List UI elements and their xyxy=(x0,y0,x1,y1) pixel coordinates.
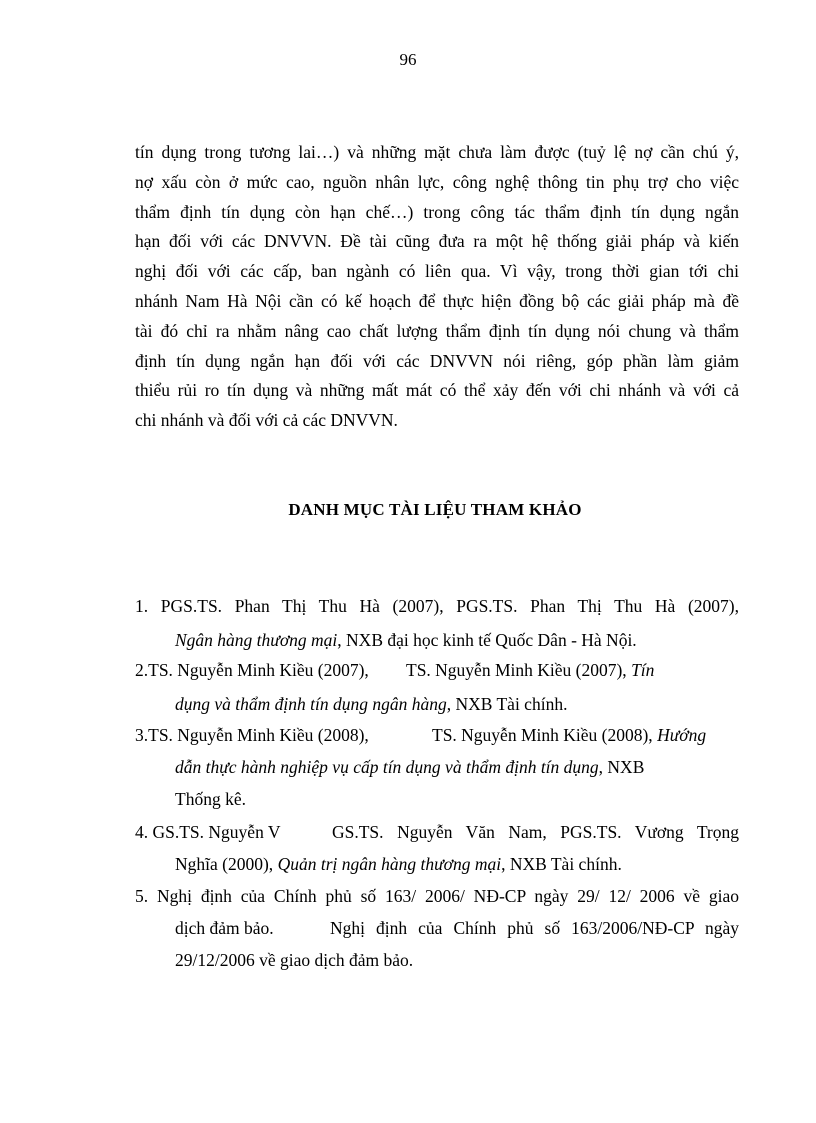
body-line: nợ xấu còn ở mức cao, nguồn nhân lực, công nghệ thông tin phụ trợ cho việc xyxy=(135,171,739,192)
reference-1-line xyxy=(175,624,637,656)
reference-5-line: 29/12/2006 về giao dịch đảm bảo. xyxy=(175,950,414,970)
body-line: tài đó chỉ ra nhằm nâng cao chất lượng thẩm định tín dụng nói chung và thẩm xyxy=(135,320,739,341)
reference-4-line: GS.TS. Nguyễn Văn Nam, PGS.TS. Vương Trọng xyxy=(332,822,739,842)
reference-4-author: Nghĩa (2000), xyxy=(175,854,278,874)
reference-1-line: 1. PGS.TS. Phan Thị Thu Hà (2007), PGS.TS. Phan Thị Thu Hà (2007), xyxy=(135,596,739,616)
body-line: tín dụng trong tương lai…) và những mặt chưa làm được (tuỷ lệ nợ cần chú ý, xyxy=(135,142,739,162)
reference-3-line xyxy=(175,751,644,783)
body-line: chi nhánh và đối với cả các DNVVN. xyxy=(135,410,398,431)
reference-1-title: Ngân hàng thương mại xyxy=(175,630,338,650)
reference-3-title: Hướng xyxy=(657,725,707,745)
reference-2-line xyxy=(175,688,567,720)
body-line: nghị đối với các cấp, ban ngành có liên qua. Vì vậy, trong thời gian tới chi xyxy=(135,261,739,282)
reference-3-line: 3.TS. Nguyễn Minh Kiều (2008), xyxy=(135,725,369,745)
reference-4-line xyxy=(175,848,622,880)
reference-3-author: TS. Nguyễn Minh Kiều (2008), xyxy=(432,725,653,745)
reference-2-title: dụng và thẩm định tín dụng ngân hàng xyxy=(175,694,447,714)
reference-3-line xyxy=(432,719,706,751)
reference-1-publisher: , NXB đại học kinh tế Quốc Dân - Hà Nội. xyxy=(337,630,637,650)
reference-3-line: Thống kê. xyxy=(175,789,246,809)
body-line: thẩm định tín dụng còn hạn chế…) trong công tác thẩm định tín dụng ngắn xyxy=(135,201,739,222)
reference-4-title: Quản trị ngân hàng thương mại xyxy=(277,854,502,874)
body-line: hạn đối với các DNVVN. Đề tài cũng đưa ra một hệ thống giải pháp và kiến xyxy=(135,231,739,252)
body-line: thiểu rủi ro tín dụng và những mất mát có thể xảy đến với chi nhánh và với cả xyxy=(135,380,739,401)
body-paragraph xyxy=(135,138,739,436)
body-line: nhánh Nam Hà Nội cần có kế hoạch để thực hiện đồng bộ các giải pháp mà đề xyxy=(135,290,739,311)
reference-2-title: Tín xyxy=(631,660,655,680)
reference-3-publisher: , NXB xyxy=(598,757,645,777)
reference-2-line xyxy=(406,654,654,686)
reference-3-title: dẫn thực hành nghiệp vụ cấp tín dụng và thẩm định tín dụng xyxy=(175,757,599,777)
reference-2-publisher: , NXB Tài chính. xyxy=(446,694,568,714)
reference-4-publisher: , NXB Tài chính. xyxy=(501,854,622,874)
reference-2-author: TS. Nguyễn Minh Kiều (2007), xyxy=(406,660,627,680)
reference-4-line: 4. GS.TS. Nguyễn V xyxy=(135,822,281,842)
body-line: định tín dụng ngắn hạn đối với các DNVVN nói riêng, góp phần làm giảm xyxy=(135,350,739,371)
references-heading: DANH MỤC TÀI LIỆU THAM KHẢO xyxy=(288,500,582,519)
reference-5-line: 5. Nghị định của Chính phủ số 163/ 2006/ NĐ-CP ngày 29/ 12/ 2006 về giao xyxy=(135,886,739,906)
reference-2-line: 2.TS. Nguyễn Minh Kiều (2007), xyxy=(135,660,369,680)
reference-5-line: dịch đảm bảo. xyxy=(175,918,274,938)
page-number: 96 xyxy=(399,50,417,69)
reference-5-line: Nghị định của Chính phủ số 163/2006/NĐ-CP ngày xyxy=(330,918,739,938)
